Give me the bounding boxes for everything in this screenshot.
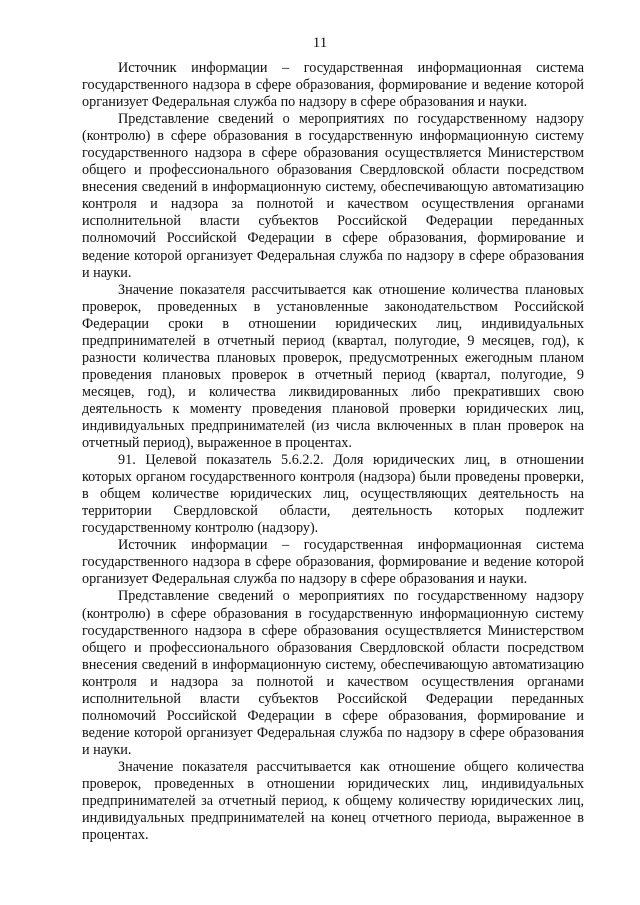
document-body: [82, 60, 584, 844]
paragraph-calculation-2: Значение показателя рассчитывается как отношение общего количества проверок, проведенных в отношении юридических лиц, индивидуальных предпринимателей за отчетный период, к общему количеству юридических лиц, индивидуальных предпринимателей на конец отчетного периода, выраженное в процентах.: [82, 758, 584, 844]
paragraph-calculation-1: Значение показателя рассчитывается как отношение количества плановых проверок, проведенных в установленные законодательством Российской Федерации сроки в отношении юридических лиц, индивидуальных предпринимателей в отчетный период (квартал, полугодие, 9 месяцев, год), к разности количества плановых проверок, предусмотренных ежегодным планом проведения плановых проверок в отчетный период (квартал, полугодие, 9 месяцев, год), и количества ликвидированных либо прекративших свою деятельность к моменту проведения плановой проверки юридических лиц, индивидуальных предпринимателей (из числа включенных в план проверок на отчетный период), выраженное в процентах.: [82, 281, 584, 452]
page-number: 11: [312, 35, 328, 51]
paragraph-source-info-2: Источник информации – государственная информационная система государственного надзора в сфере образования, формирование и ведение которой организует Федеральная служба по надзору в сфере образования и науки.: [82, 537, 584, 588]
paragraph-target-indicator-91: 91. Целевой показатель 5.6.2.2. Доля юридических лиц, в отношении которых органом государственного контроля (надзора) были проведены проверки, в общем количестве юридических лиц, осуществляющих деятельность на территории Свердловской области, деятельность которых подлежит государственному контролю (надзору).: [82, 452, 584, 537]
paragraph-source-info-1: Источник информации – государственная информационная система государственного надзора в сфере образования, формирование и ведение которой организует Федеральная служба по надзору в сфере образования и науки.: [82, 60, 584, 111]
paragraph-data-submission-2: Представление сведений о мероприятиях по государственному надзору (контролю) в сфере образования в государственную информационную систему государственного надзора в сфере образования осуществляется Министерством общего и профессионального образования Свердловской области посредством внесения сведений в информационную систему, обеспечивающую автоматизацию контроля и надзора за полнотой и качеством осуществления органами исполнительной власти субъектов Российской Федерации переданных полномочий Российской Федерации в сфере образования, формирование и ведение которой организует Федеральная служба по надзору в сфере образования и науки.: [82, 588, 584, 758]
paragraph-data-submission-1: Представление сведений о мероприятиях по государственному надзору (контролю) в сфере образования в государственную информационную систему государственного надзора в сфере образования осуществляется Министерством общего и профессионального образования Свердловской области посредством внесения сведений в информационную систему, обеспечивающую автоматизацию контроля и надзора за полнотой и качеством осуществления органами исполнительной власти субъектов Российской Федерации переданных полномочий Российской Федерации в сфере образования, формирование и ведение которой организует Федеральная служба по надзору в сфере образования и науки.: [82, 111, 584, 281]
